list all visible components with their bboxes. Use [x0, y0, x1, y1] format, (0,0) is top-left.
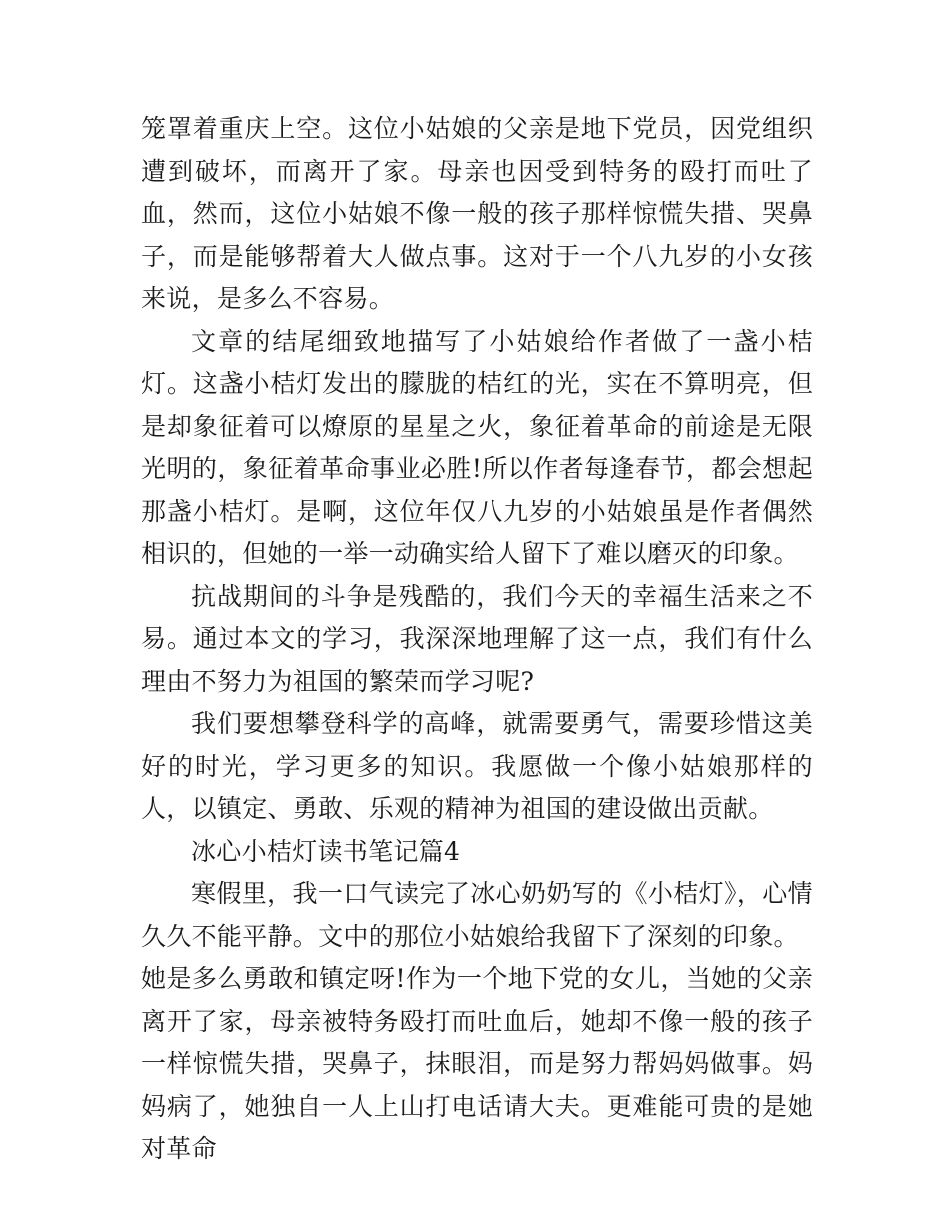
paragraph-winter-break: 寒假里，我一口气读完了冰心奶奶写的《小桔灯》，心情久久不能平静。文中的那位小姑娘给我留下了深刻的印象。 [141, 879, 813, 951]
paragraph-struggle: 抗战期间的斗争是残酷的，我们今天的幸福生活来之不易。通过本文的学习，我深深地理解了这一点，我们有什么理由不努力为祖国的繁荣而学习呢? [141, 581, 813, 696]
paragraph-continuation: 笼罩着重庆上空。这位小姑娘的父亲是地下党员，因党组织遭到破坏，而离开了家。母亲也因受到特务的殴打而吐了血，然而，这位小姑娘不像一般的孩子那样惊慌失措、哭鼻子，而是能够帮着大人做点事。这对于一个八九岁的小女孩来说，是多么不容易。 [141, 114, 813, 313]
paragraph-aspiration: 我们要想攀登科学的高峰，就需要勇气，需要珍惜这美好的时光，学习更多的知识。我愿做一个像小姑娘那样的人，以镇定、勇敢、乐观的精神为祖国的建设做出贡献。 [141, 709, 813, 823]
paragraph-brave-girl: 她是多么勇敢和镇定呀!作为一个地下党的女儿，当她的父亲离开了家，母亲被特务殴打而吐血后，她却不像一般的孩子一样惊慌失措，哭鼻子，抹眼泪，而是努力帮妈妈做事。妈妈病了，她独自一人上山打电话请大夫。更难能可贵的是她对革命 [141, 964, 813, 1163]
section-heading: 冰心小桔灯读书笔记篇4 [191, 836, 461, 866]
paragraph-ending-description: 文章的结尾细致地描写了小姑娘给作者做了一盏小桔灯。这盏小桔灯发出的朦胧的桔红的光，实在不算明亮，但是却象征着可以燎原的星星之火，象征着革命的前途是无限光明的，象征着革命事业必胜!所以作者每逢春节，都会想起那盏小桔灯。是啊，这位年仅八九岁的小姑娘虽是作者偶然相识的，但她的一举一动确实给人留下了难以磨灭的印象。 [141, 326, 813, 568]
document-body [141, 108, 813, 1171]
